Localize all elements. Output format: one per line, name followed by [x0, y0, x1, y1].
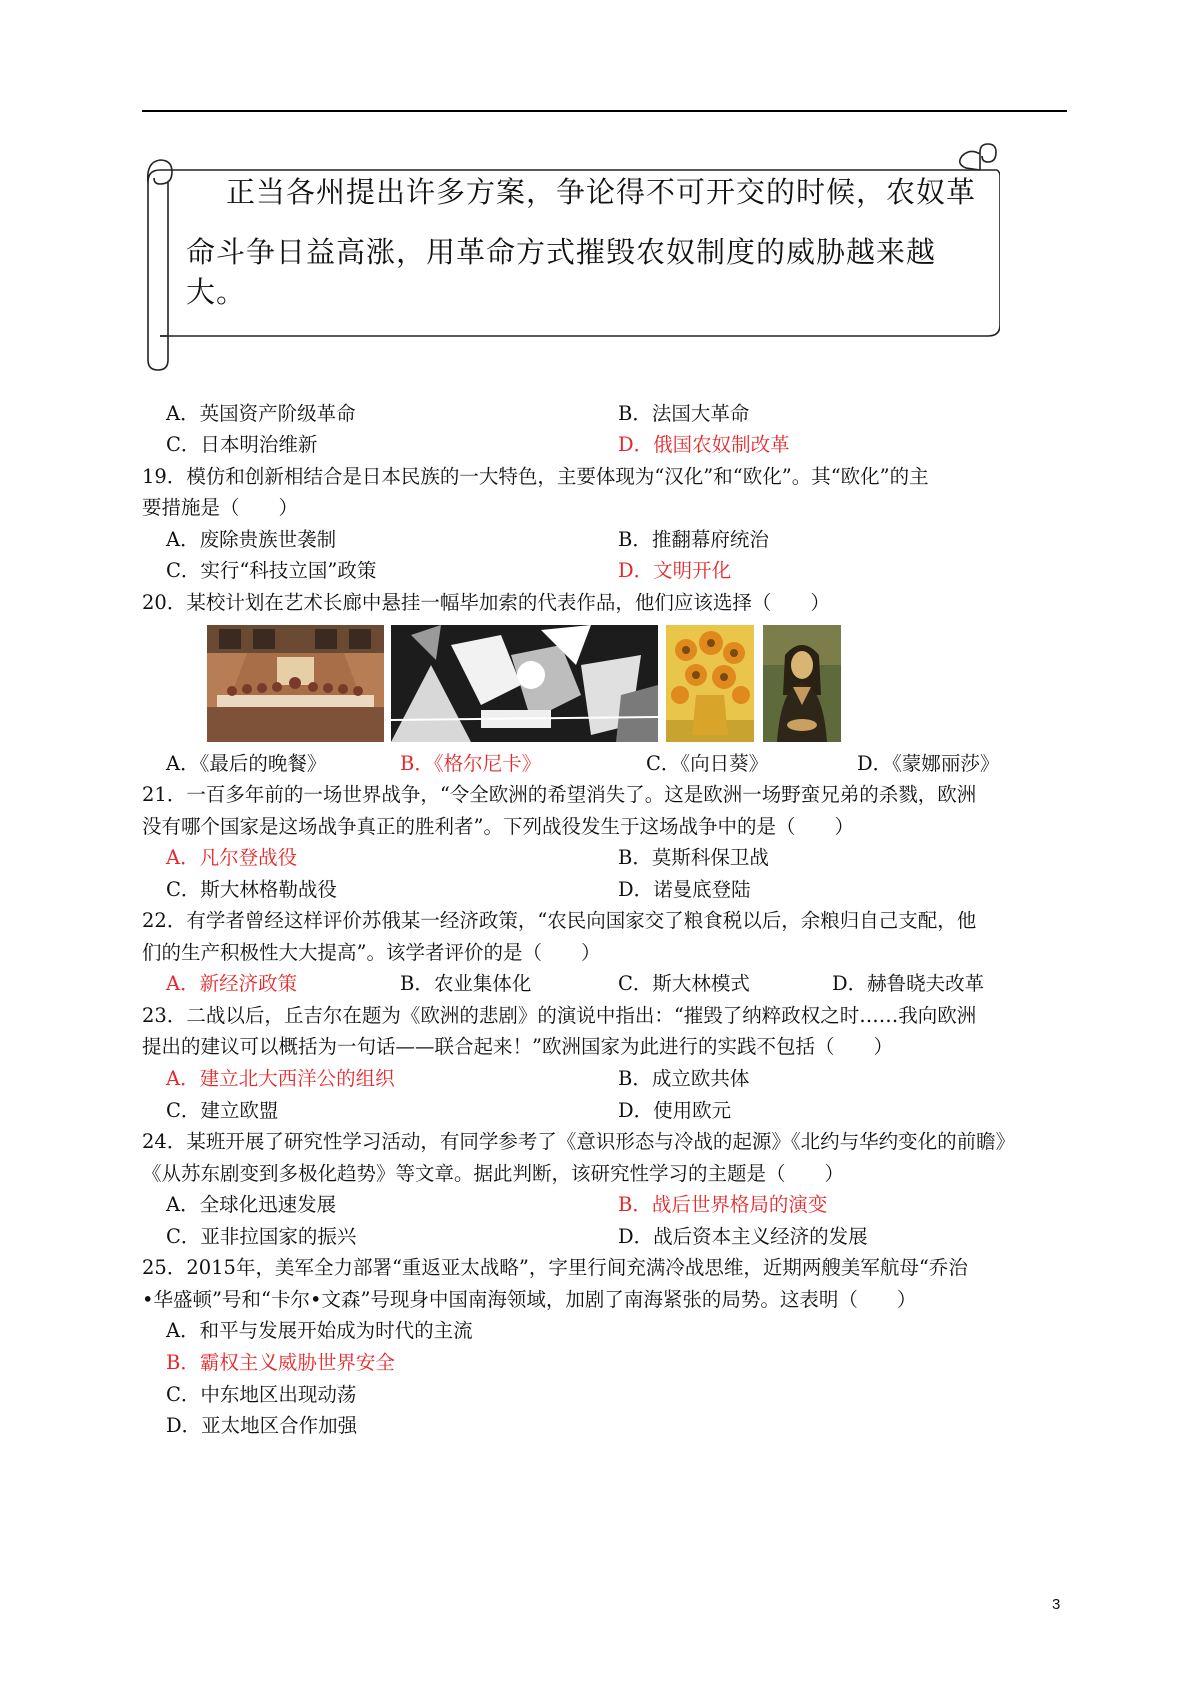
mona-lisa-image [763, 625, 841, 742]
q22-stem-2: 们的生产积极性大大提高”。该学者评价的是（ ） [142, 941, 601, 964]
scroll-quote-line-1: 正当各州提出许多方案，争论得不可开交的时候，农奴革 [226, 175, 977, 209]
q20-option-d: D．《蒙娜丽莎》 [857, 752, 1000, 775]
q24-option-c: C．亚非拉国家的振兴 [166, 1225, 357, 1248]
q24-option-d: D．战后资本主义经济的发展 [618, 1225, 868, 1248]
q20-option-a: A．《最后的晚餐》 [166, 752, 327, 775]
q25-option-d: D．亚太地区合作加强 [166, 1414, 358, 1437]
q19-option-c: C．实行“科技立国”政策 [166, 559, 377, 582]
q24-option-a: A．全球化迅速发展 [166, 1193, 337, 1216]
q21-stem-2: 没有哪个国家是这场战争真正的胜利者”。下列战役发生于这场战争中的是（ ） [142, 815, 854, 838]
q22-option-d: D．赫鲁晓夫改革 [832, 972, 985, 995]
sunflowers-image [666, 625, 754, 742]
q21-option-a: A．凡尔登战役 [166, 846, 298, 869]
q23-option-c: C．建立欧盟 [166, 1099, 279, 1122]
q21-stem-1: 21．一百多年前的一场世界战争，“令全欧洲的希望消失了。这是欧洲一场野蛮兄弟的杀戮，欧洲 [142, 783, 977, 806]
q20-option-b: B．《格尔尼卡》 [400, 752, 542, 775]
q19-stem-1: 19．模仿和创新相结合是日本民族的一大特色，主要体现为“汉化”和“欧化”。其“欧化”的主 [142, 465, 929, 488]
q21-option-b: B．莫斯科保卫战 [618, 846, 769, 869]
last-supper-image [207, 625, 384, 742]
q23-option-d: D．使用欧元 [618, 1099, 732, 1122]
q19-option-a: A．废除贵族世袭制 [166, 528, 337, 551]
guernica-image [391, 625, 658, 742]
q19-stem-2: 要措施是（ ） [142, 496, 299, 519]
q24-option-b: B．战后世界格局的演变 [618, 1193, 828, 1216]
header-rule [142, 110, 1067, 112]
q18-option-a: A．英国资产阶级革命 [166, 402, 356, 425]
q18-option-d: D．俄国农奴制改革 [618, 433, 790, 456]
q21-option-c: C．斯大林格勒战役 [166, 878, 337, 901]
q24-stem-1: 24．某班开展了研究性学习活动，有同学参考了《意识形态与冷战的起源》《北约与华约变化的前瞻》 [142, 1130, 1016, 1153]
q25-stem-1: 25．2015年，美军全力部署“重返亚太战略”，字里行间充满冷战思维，近期两艘美军航母“乔治 [142, 1256, 968, 1279]
q22-option-b: B．农业集体化 [400, 972, 532, 995]
q25-option-c: C．中东地区出现动荡 [166, 1383, 357, 1406]
q24-stem-2: 《从苏东剧变到多极化趋势》等文章。据此判断，该研究性学习的主题是（ ） [142, 1162, 845, 1185]
q23-stem-2: 提出的建议可以概括为一句话——联合起来！”欧洲国家为此进行的实践不包括（ ） [142, 1035, 893, 1058]
q23-option-a: A．建立北大西洋公的组织 [166, 1067, 395, 1090]
page-number: 3 [1052, 1596, 1061, 1613]
q22-option-c: C．斯大林模式 [618, 972, 750, 995]
q22-option-a: A．新经济政策 [166, 972, 298, 995]
q18-option-c: C．日本明治维新 [166, 433, 318, 456]
q25-stem-2: •华盛顿”号和“卡尔•文森”号现身中国南海领域，加剧了南海紧张的局势。这表明（ ） [142, 1288, 917, 1311]
q19-option-d: D．文明开化 [618, 559, 732, 582]
q18-option-b: B．法国大革命 [618, 402, 750, 425]
q20-option-c: C．《向日葵》 [646, 752, 769, 775]
q25-option-b: B．霸权主义威胁世界安全 [166, 1351, 395, 1374]
q23-option-b: B．成立欧共体 [618, 1067, 750, 1090]
q19-option-b: B．推翻幕府统治 [618, 528, 769, 551]
q25-option-a: A．和平与发展开始成为时代的主流 [166, 1319, 473, 1342]
q23-stem-1: 23．二战以后，丘吉尔在题为《欧洲的悲剧》的演说中指出：“摧毁了纳粹政权之时……我向欧洲 [142, 1004, 977, 1027]
scroll-quote-line-2: 命斗争日益高涨，用革命方式摧毁农奴制度的威胁越来越大。 [186, 235, 937, 309]
q22-stem-1: 22．有学者曾经这样评价苏俄某一经济政策，“农民向国家交了粮食税以后，余粮归自己支配，他 [142, 909, 977, 932]
q20-stem: 20．某校计划在艺术长廊中悬挂一幅毕加索的代表作品，他们应该选择（ ） [142, 591, 830, 614]
q21-option-d: D．诺曼底登陆 [618, 878, 751, 901]
